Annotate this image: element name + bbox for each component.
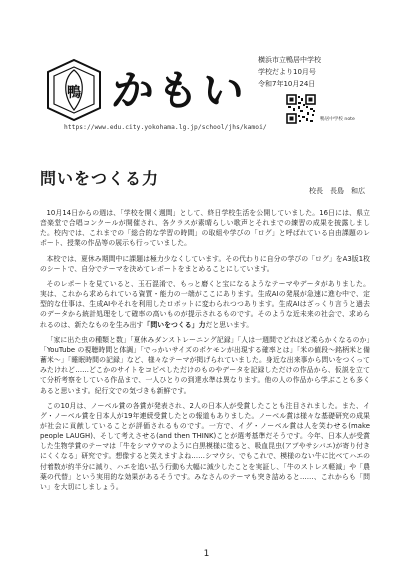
issue-info (258, 54, 321, 90)
newsletter-title: かもい (109, 66, 250, 115)
issue-date: 令和7年10月24日 (258, 80, 316, 88)
emblem-text: 鴨 (67, 85, 81, 101)
paragraph-3-text: そのレポートを見ていると、玉石混淆で、もっと磨くと宝になるようなテーマやデータがありました。実は、これから求められている資質・能力の一端がここにあります。生成AIの発展が急速に進む中で、定型的な仕事は、生成AIやそれを利用したロボットに変わられつつあります。生成AIはざっくり言うと過去のデータから統計処理をして確率の高いものが提示されるものです。そのような近未来の社会で、求められるのは、新たなものを生み出す (40, 279, 370, 329)
school-name: 横浜市立鴨居中学校 (258, 56, 321, 64)
qr-caption: 鴨居中学校 note (320, 117, 355, 122)
article-title: 問いをつくる力 (40, 169, 160, 188)
school-url[interactable]: https://www.edu.city.yokohama.lg.jp/school/jhs/kamoi/ (64, 124, 267, 131)
page-number: 1 (203, 549, 210, 559)
paragraph-3-tail: だと思います。 (205, 320, 254, 329)
paragraph-3 (40, 279, 370, 330)
paragraph-2: 本校では、夏休み期間中に課題は極力少なくしています。その代わりに自分の学びの「ログ」をA3版1枚のシートで、自分でテーマを決めてレポートをまとめることにしています。 (40, 254, 370, 273)
qr-code-icon[interactable] (286, 94, 316, 124)
article-author: 校長 長島 和広 (309, 187, 365, 195)
paragraph-4: 「家に出た虫の種類と数」「夏休みダンストレーニング記録」「人は一週間でどれほど柔らかくなるのか」「YouTube の視聴時間と体調」「でっかいサイズのポケモンが出現する確率とは」「米の値段〜銘柄米と備蓄米〜」「睡眠時間の記録」など、様々なテーマが掲げられていました。身近な出来事から問いをつくってみたけれど……どこかのサイトをコピペしただけのものやデータを記録しただけの作品から、仮説を立てて分析考察をしている作品まで、一人ひとりの到達水準は異なります。他の人の作品から学ぶことも多くあると思います。紀行文での気づきも新鮮です。 (40, 335, 370, 395)
article-body (40, 208, 370, 497)
newsletter-issue: 学校だより10月号 (258, 68, 316, 76)
school-emblem-icon (44, 58, 104, 122)
paragraph-5: この10月は、ノーベル賞の各賞が発表され、2人の日本人が受賞したことも注目されました。また、イグ・ノーベル賞を日本人が19年連続受賞したとの報道もありました。ノーベル賞は様々な基礎研究の成果が社会に貢献していることが評価されるものです。一方で、イグ・ノーベル賞は人を笑わせる(make people LAUGH)、そして考えさせる(and then THINK)ことが選考基準だそうです。今年、日本人が受賞した生物学賞のテーマは「牛をシマウマのように白黒模様に塗ると、吸血昆虫(アブやサシバエ)が寄り付きにくくなる」研究です。想像すると笑えますよね……シマウシ、でもこれで、模様のない牛に比べてハエの付着数が約半分に減り、ハエを追い払う行動も大幅に減少したことを実証し、「牛のストレス軽減」や「農薬の代替」という実用的な効果があるそうです。みなさんのテーマも突き詰めると……、これからも「問い」を大切にしましょう。 (40, 401, 370, 491)
paragraph-1: 10月14日からの週は、「学校を開く週間」として、終日学校生活を公開していました。16日には、県立音楽堂で合唱コンクールが開催され、各クラスが素晴らしい歌声とそれまでの練習の成果を披露しました。校内では、これまでの「総合的な学習の時間」の取組や学びの「ログ」と呼ばれている自由課題のレポート、授業の作品等の展示も行っていました。 (40, 209, 370, 248)
paragraph-3-emphasis: 「問いをつくる」力 (143, 320, 206, 329)
